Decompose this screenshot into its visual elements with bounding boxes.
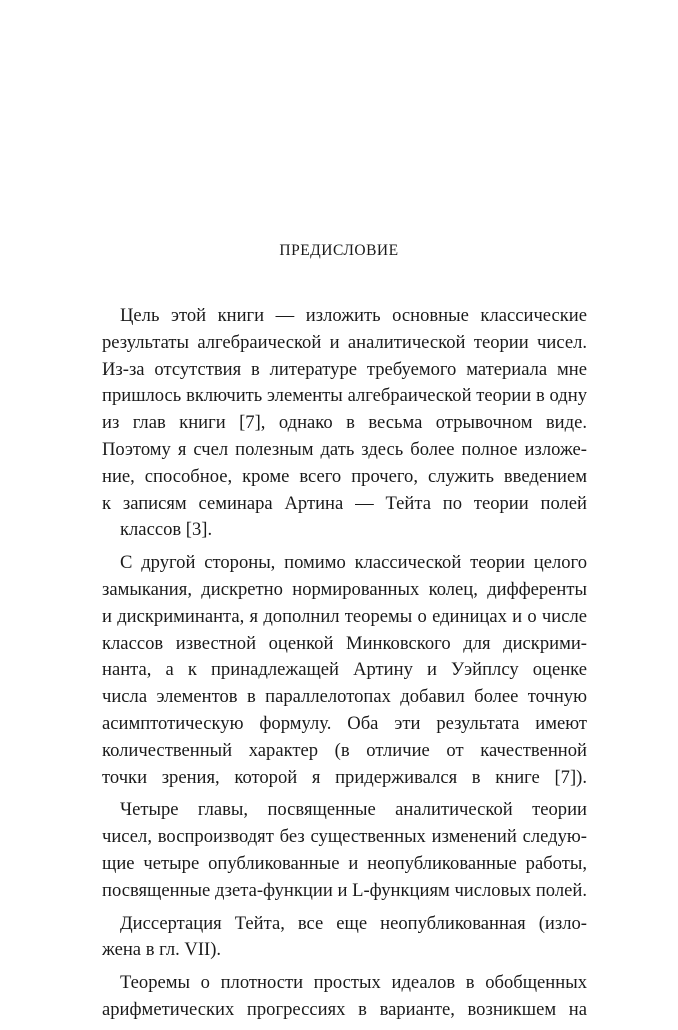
text-line: классов известной оценкой Минковского для дискрими- xyxy=(102,632,587,654)
paragraph-1 xyxy=(102,303,587,544)
text-line: посвященные дзета-функции и L-функциям числовых полей. xyxy=(102,879,587,901)
text-line: результаты алгебраической и аналитической теории чисел. xyxy=(102,331,587,353)
text-line: Поэтому я счел полезным дать здесь более полное изложе- xyxy=(102,438,587,460)
page-title: ПРЕДИСЛОВИЕ xyxy=(279,242,399,259)
paragraph-4 xyxy=(102,911,587,965)
text-line: Диссертация Тейта, все еще неопубликованная (изло- xyxy=(120,912,587,934)
text-line: классов [3]. xyxy=(120,519,213,541)
text-line: и дискриминанта, я дополнил теоремы о единицах и о числе xyxy=(102,605,587,627)
text-line: точки зрения, которой я придерживался в книге [7]). xyxy=(102,766,587,788)
body-text xyxy=(102,303,587,1030)
paragraph-5 xyxy=(102,970,587,1024)
text-line: к записям семинара Артина — Тейта по теории полей xyxy=(102,492,587,514)
text-line: ние, способное, кроме всего прочего, служить введением xyxy=(102,465,587,487)
text-line: асимптотическую формулу. Оба эти результата имеют xyxy=(102,712,587,734)
text-line: чисел, воспроизводят без существенных изменений следую- xyxy=(102,826,587,848)
text-line: нанта, а к принадлежащей Артину и Уэйплсу оценке xyxy=(102,659,587,681)
text-line: количественный характер (в отличие от качественной xyxy=(102,739,587,761)
paragraph-3 xyxy=(102,797,587,904)
text-line: из глав книги [7], однако в весьма отрывочном виде. xyxy=(102,412,587,434)
text-line: замыкания, дискретно нормированных колец, дифференты xyxy=(102,578,587,600)
text-line: арифметических прогрессиях в варианте, возникшем на xyxy=(102,998,587,1020)
text-line: С другой стороны, помимо классической теории целого xyxy=(120,552,587,574)
text-line: щие четыре опубликованные и неопубликованные работы, xyxy=(102,852,587,874)
text-line: пришлось включить элементы алгебраической теории в одну xyxy=(102,385,587,407)
paragraph-2 xyxy=(102,550,587,791)
text-line: Четыре главы, посвященные аналитической теории xyxy=(120,799,587,821)
text-line: Теоремы о плотности простых идеалов в обобщенных xyxy=(120,972,587,994)
text-line: числа элементов в параллелотопах добавил более точную xyxy=(102,686,587,708)
text-line: жена в гл. VII). xyxy=(102,939,222,961)
text-line: Цель этой книги — изложить основные классические xyxy=(120,305,587,326)
text-line: Из-за отсутствия в литературе требуемого материала мне xyxy=(102,358,587,380)
